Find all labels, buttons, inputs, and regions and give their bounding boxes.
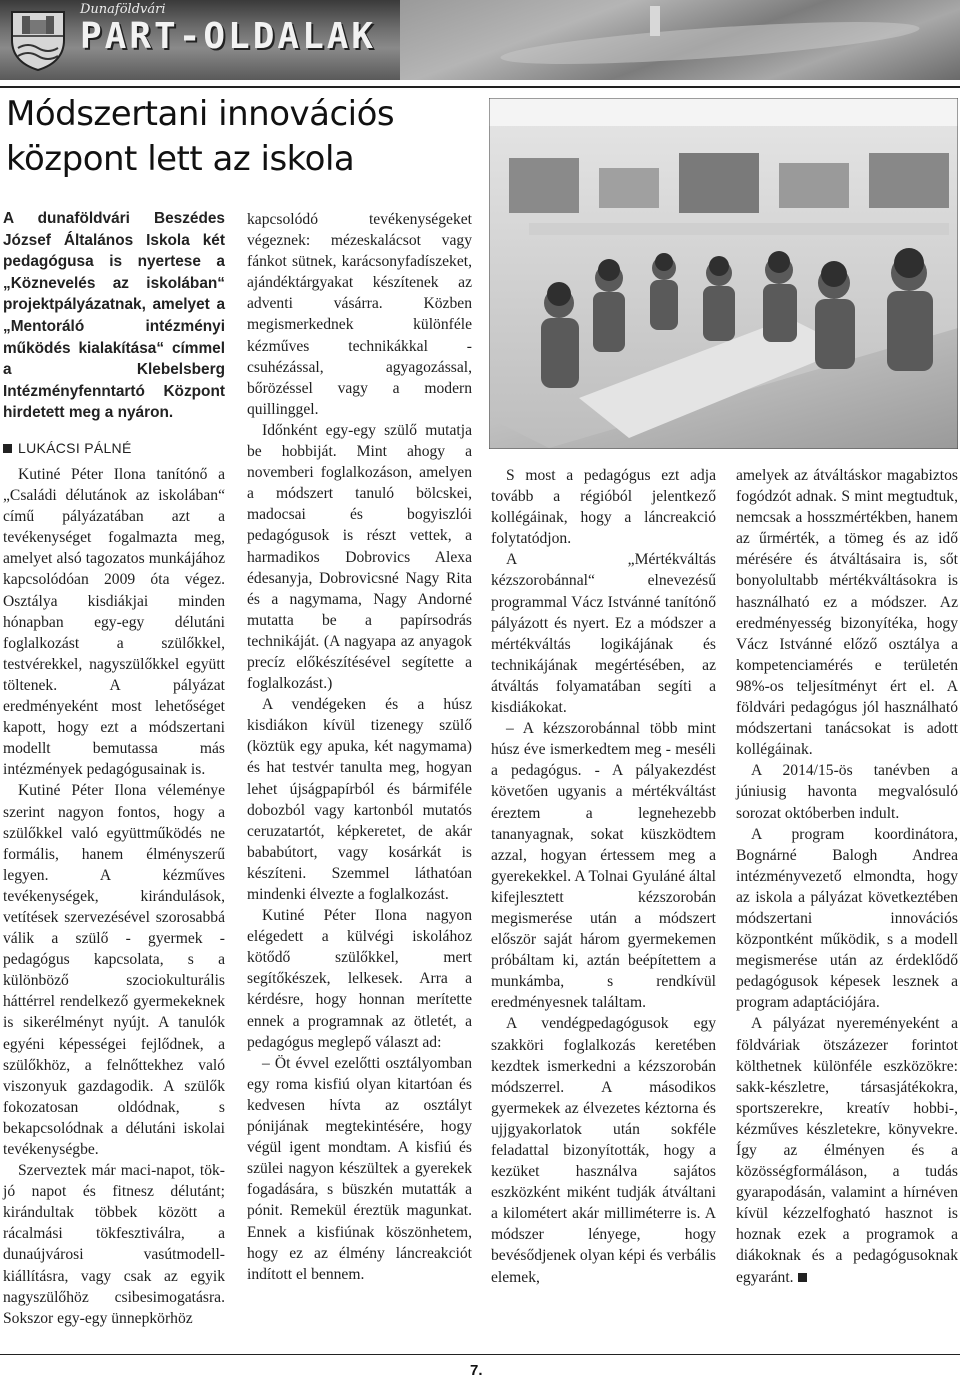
article-end-square-icon xyxy=(798,1273,807,1282)
column-1-paragraph-1: Kutiné Péter Ilona tanítónő a „Családi délutánok az iskolában“ című pályázatában azt a tevékenységet fogalmazta meg, amelyet alsó tagozatos munkájához kapcsolódóan 2009 óta végez. Osztálya kisdiákjai minden hónapban egy-egy délutáni foglalkozást a szülőkkel, testvérekkel, nagyszülőkkel együtt töltenek. A pályázat eredményeként most lehetőséget kapott, hogy ezt a módszertani modellt bemutassa más intézmények pedagógusainak is. xyxy=(3,466,225,779)
classroom-photo-image xyxy=(489,98,958,449)
masthead-brand-title: PART-OLDALAK xyxy=(80,16,377,57)
column-2-paragraph-4: Kutiné Péter Ilona nagyon elégedett a külvégi iskolához kötődő szülőkkel, mert segítőkészek, lelkesek. Arra a kérdésre, hogy honnan merítette ennek a programnak az ötletét, a pedagógus meglepő választ ad: xyxy=(247,907,472,1051)
byline-author: LUKÁCSI PÁLNÉ xyxy=(18,440,132,456)
column-3-paragraph-3: – A kézszorobánnal több mint húsz éve ismerkedtem meg - meséli a pedagógus. - A pályakezdést követően ugyanis a mértékváltást éreztem a legnehezebb tananyagnak, sokat küszködtem azzal, hogyan értessem meg a gyerekekkel. A Tolnai Gyuláné által kifejlesztett kézszorobán megismerése után a módszert először saját három gyermekemen próbáltam ki, aztán beépítettem a munkámba, s rendkívül eredményesnek találtam. xyxy=(491,720,716,1012)
article-column-4 xyxy=(736,465,958,1288)
column-3-paragraph-1: S most a pedagógus ezt adja tovább a régióból jelentkező kollégáinak, hogy a láncreakció folytatódjon. xyxy=(491,467,716,548)
masthead-church-tower xyxy=(650,6,660,36)
column-3-paragraph-4: A vendégpedagógusok egy szakköri foglalkozás keretében kezdtek ismerkedni a kézszorobán módszerrel. A másodikos gyermekek az élvezetes kéztorna és ujjgyakorlatok után sokféle feladattal bizonyították, hogy a kezüket használva sajátos eszközként miként tudják átváltani a kilométert akár milliméterre is. A módszer lényege, hogy bevésődjenek olyan képi és verbális elemek, xyxy=(491,1015,716,1286)
coat-of-arms-icon xyxy=(8,6,68,72)
masthead-rule xyxy=(0,86,960,88)
column-4-paragraph-1: amelyek az átváltáskor magabiztos fogódzót adnak. S mint megtudtuk, nemcsak a hosszmértékben, hanem az űrmérték, a tömeg és az idő mérésére és átváltásaira is, sőt bonyolultabb mértékváltásokra is használható ez a módszer. Az eredményesség bizonyítéka, hogy Vácz Istvánné előző osztálya a kompetenciamérés e területén 98%-os teljesítményt ért el. A földvári pedagógus jól használható módszertani tanácsokat is adott kollégáinak. xyxy=(736,467,958,759)
article-column-3 xyxy=(491,465,716,1288)
footer-rule xyxy=(0,1354,960,1355)
article-headline xyxy=(6,92,476,182)
column-4-paragraph-2: A 2014/15-ös tanévben a júniusig havonta megvalósuló sorozat októberben indult. xyxy=(736,762,958,822)
headline-line-2: központ lett az iskola xyxy=(6,139,355,179)
column-4-paragraph-3: A program koordinátora, Bognárné Balogh Andrea intézményvezető elmondta, hogy az iskola a pályázat következtében módszertani innovációs központként működik, s a modell megismerése után az érdeklődő pedagógusok képesek lesznek a program adaptációjára. xyxy=(736,825,958,1012)
column-4-paragraph-4-text: A pályázat nyereményeként a földváriak ötszázezer forintot költhetnek különféle eszközökre: sakk-készletre, társasjátékokra, sportszerekre, kreatív hobbi-, kézműves készletekre, könyvekre. Így az élményen és a közösségformáláson, a tudás gyarapodásán, valamint a hírnéven kívül kézzelfogható hasznot is hoznak ezek a programok a diákoknak és a pedagógusoknak egyaránt. xyxy=(736,1015,958,1286)
column-1-paragraph-2: Kutiné Péter Ilona véleménye szerint nagyon fontos, hogy a szülőkkel való együttműködés ne formális, hanem élményszerű legyen. A kézműves tevékenységek, kirándulások, vetítések szervezésével szorosabbá válik a szülő - gyermek - pedagógus kapcsolata, s a különböző szociokulturális háttérrel rendelkező gyermekeknek is sikerélményt nyújt. A tanulók egyéni képességei fejlődnek, a szülőkhöz, a felnőttekhez való viszonyuk gazdagodik. A szülők fokozatosan oldódnak, s bekapcsolódnak a délutáni iskolai tevékenységbe. xyxy=(3,782,225,1158)
column-4-paragraph-4 xyxy=(736,1013,958,1287)
page-number: 7. xyxy=(470,1362,483,1379)
masthead-banner xyxy=(0,0,960,80)
column-2-paragraph-2: Időnként egy-egy szülő mutatja be hobbiját. Mint ahogy a novemberi foglalkozáson, amelyen a módszert tanuló bölcskei, madocsai és bogyiszlói pedagógusok is részt vettek, a harmadikos Dobrovics Alexa édesanyja, Dobrovicsné Nagy Rita és a nagymama, Nagy Andorné mutatta be a papírsodrás technikáját. (A nagyapa az anyagok precíz előkészítésével segítette a foglalkozást.) xyxy=(247,421,472,693)
column-3-paragraph-2: A „Mértékváltás kézszorobánnal“ elnevezésű programmal Vácz Istvánné tanítónő pályázott és nyert. Ez a módszer a mértékváltás logikájának és technikájának megértésében, az átváltás folyamatában segíti a kisdiákokat. xyxy=(491,551,716,717)
column-2-paragraph-1: kapcsolódó tevékenységeket végeznek: mézeskalácsot vagy fánkot sütnek, karácsonyfadíszeket, ajándéktárgyakat készítenek az adventi vásárra. Közben megismerkednek különféle kézműves technikákkal - csuhézással, agyagozással, bőrözéssel vagy a modern quillinggel. xyxy=(247,211,472,418)
masthead-brand-small: Dunaföldvári xyxy=(80,2,166,17)
column-2-paragraph-3: A vendégeken és a húsz kisdiákon kívül tizenegy szülő (köztük egy apuka, két nagymama) és hat testvér tanulta meg, hogyan lehet újságpapírból és bármiféle dobozból vagy kartonból mutatós ceruzatartót, képkeretet, de akár bababútort, vagy kosárkát is készíteni. Szemmel láthatóan mindenki élvezte a foglalkozást. xyxy=(247,696,472,903)
article-lead: A dunaföldvári Beszédes József Általános Iskola két pedagógusa is nyertese a „Köznevelés az iskolában“ projektpályázatnak, amelyet a „Mentoráló intézményi működés kialakítása“ címmel a Klebelsberg Intézményfenntartó Központ hirdetett meg a nyáron. xyxy=(3,210,225,422)
article-photo xyxy=(489,98,958,449)
column-1-paragraph-3: Szerveztek már maci-napot, tök-jó napot és fitnesz délutánt; kirándultak többek között a rácalmási tökfesztiválra, a dunaújvárosi vasútmodell-kiállításra, vagy csak az egyik nagyszülőhöz csibesimogatásra. Sokszor egy-egy ünnepkörhöz xyxy=(3,1162,225,1327)
byline-square-icon xyxy=(3,444,12,453)
article-column-1 xyxy=(3,464,225,1329)
article-column-2 xyxy=(247,209,472,1285)
column-2-paragraph-5: – Öt évvel ezelőtti osztályomban egy roma kisfiú olyan kitartóan és kedvesen hívta az osztályt pónijának megtekintésére, hogy végül igent mondtam. A kisfiú és szülei nagyon készültek a gyerekek fogadására, s büszkén mutatták a pónit. Remekül éreztük magunkat. Ennek a kisfiúnak köszönhetem, hogy ez az élmény láncreakciót indított el bennem. xyxy=(247,1054,472,1283)
headline-line-1: Módszertani innovációs xyxy=(6,94,395,134)
article-byline xyxy=(3,440,132,456)
